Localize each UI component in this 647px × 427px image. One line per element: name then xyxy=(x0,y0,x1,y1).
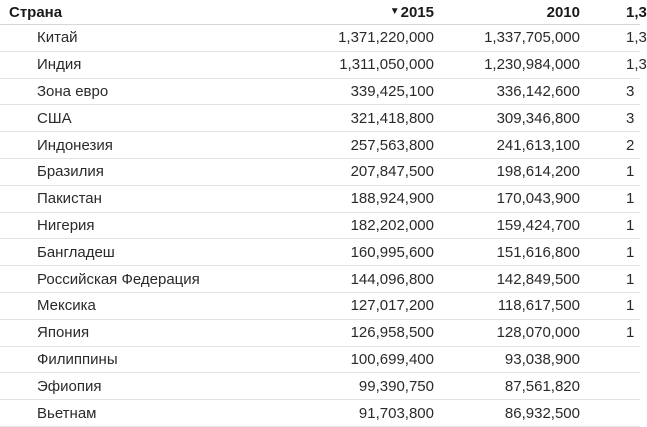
cell-country: Зона евро xyxy=(37,82,109,100)
cell-country: США xyxy=(37,109,72,127)
cell-country: Филиппины xyxy=(37,350,118,368)
cell-2005: 1 xyxy=(626,324,635,342)
cell-2010: 198,614,200 xyxy=(496,163,580,181)
cell-2015: 91,703,800 xyxy=(358,404,434,422)
cell-2015: 144,096,800 xyxy=(350,270,434,288)
table-row[interactable] xyxy=(0,132,640,159)
table-row[interactable] xyxy=(0,105,640,132)
cell-country: Индонезия xyxy=(37,136,113,154)
cell-2015: 1,371,220,000 xyxy=(338,29,434,47)
table-row[interactable] xyxy=(0,239,640,266)
cell-2010: 86,932,500 xyxy=(504,404,580,422)
cell-2005: 2 xyxy=(626,136,635,154)
cell-2010: 87,561,820 xyxy=(504,377,580,395)
cell-2005: 3 xyxy=(626,109,635,127)
cell-2015: 99,390,750 xyxy=(358,377,434,395)
cell-2005: 1,3 xyxy=(626,29,647,47)
cell-2005: 1 xyxy=(626,243,635,261)
cell-2010: 309,346,800 xyxy=(496,109,580,127)
cell-2010: 1,230,984,000 xyxy=(484,56,580,74)
column-header-2010[interactable] xyxy=(547,0,580,24)
cell-2005: 1 xyxy=(626,270,635,288)
cell-2015: 182,202,000 xyxy=(350,216,434,234)
column-header-2015[interactable] xyxy=(390,0,434,24)
cell-2005: 1 xyxy=(626,297,635,315)
table-row[interactable] xyxy=(0,320,640,347)
cell-country: Эфиопия xyxy=(37,377,102,395)
cell-country: Бангладеш xyxy=(37,243,115,261)
cell-country: Мексика xyxy=(37,297,96,315)
cell-2010: 142,849,500 xyxy=(496,270,580,288)
cell-2010: 170,043,900 xyxy=(496,190,580,208)
cell-2010: 118,617,500 xyxy=(497,297,580,315)
cell-2010: 128,070,000 xyxy=(496,324,580,342)
table-row[interactable] xyxy=(0,159,640,186)
table-row[interactable] xyxy=(0,186,640,213)
cell-country: Российская Федерация xyxy=(37,270,200,288)
cell-2015: 339,425,100 xyxy=(350,82,434,100)
cell-2010: 151,616,800 xyxy=(496,243,580,261)
cell-country: Бразилия xyxy=(37,163,104,181)
column-header-2015-label: 2015 xyxy=(400,3,434,21)
table-row[interactable] xyxy=(0,347,640,374)
column-header-country-label: Страна xyxy=(9,3,63,21)
column-header-2005-label: 1,3 xyxy=(626,3,647,21)
cell-country: Пакистан xyxy=(37,190,102,208)
cell-country: Вьетнам xyxy=(37,404,97,422)
cell-2015: 188,924,900 xyxy=(350,190,434,208)
table-row[interactable] xyxy=(0,25,647,52)
table-row[interactable] xyxy=(0,373,640,400)
cell-2015: 321,418,800 xyxy=(350,109,434,127)
table-row[interactable] xyxy=(0,79,640,106)
cell-country: Китай xyxy=(37,29,78,47)
cell-2015: 257,563,800 xyxy=(350,136,434,154)
cell-country: Япония xyxy=(37,324,90,342)
cell-2010: 93,038,900 xyxy=(504,350,580,368)
cell-2005: 3 xyxy=(626,82,635,100)
column-header-country[interactable] xyxy=(9,0,62,24)
cell-2010: 1,337,705,000 xyxy=(484,29,580,47)
cell-2005: 1 xyxy=(626,190,635,208)
cell-2015: 207,847,500 xyxy=(350,163,434,181)
cell-2010: 159,424,700 xyxy=(496,216,580,234)
cell-country: Индия xyxy=(37,56,82,74)
sort-desc-icon: ▼ xyxy=(389,5,400,17)
column-header-2010-label: 2010 xyxy=(546,3,580,21)
table-header-row xyxy=(0,0,647,25)
cell-2015: 126,958,500 xyxy=(350,324,434,342)
cell-2015: 1,311,050,000 xyxy=(339,56,434,74)
table-row[interactable] xyxy=(0,52,647,79)
table-row[interactable] xyxy=(0,266,640,293)
cell-2005: 1 xyxy=(626,216,635,234)
table-row[interactable] xyxy=(0,400,640,427)
cell-country: Нигерия xyxy=(37,216,95,234)
cell-2015: 127,017,200 xyxy=(350,297,434,315)
cell-2005: 1 xyxy=(626,163,635,181)
cell-2010: 241,613,100 xyxy=(496,136,580,154)
table-row[interactable] xyxy=(0,293,640,320)
table-row[interactable] xyxy=(0,213,640,240)
table-body xyxy=(0,25,647,427)
cell-2015: 100,699,400 xyxy=(350,350,434,368)
cell-2010: 336,142,600 xyxy=(496,82,580,100)
cell-2005: 1,3 xyxy=(626,56,647,74)
column-header-2005[interactable] xyxy=(626,0,647,24)
cell-2015: 160,995,600 xyxy=(350,243,434,261)
